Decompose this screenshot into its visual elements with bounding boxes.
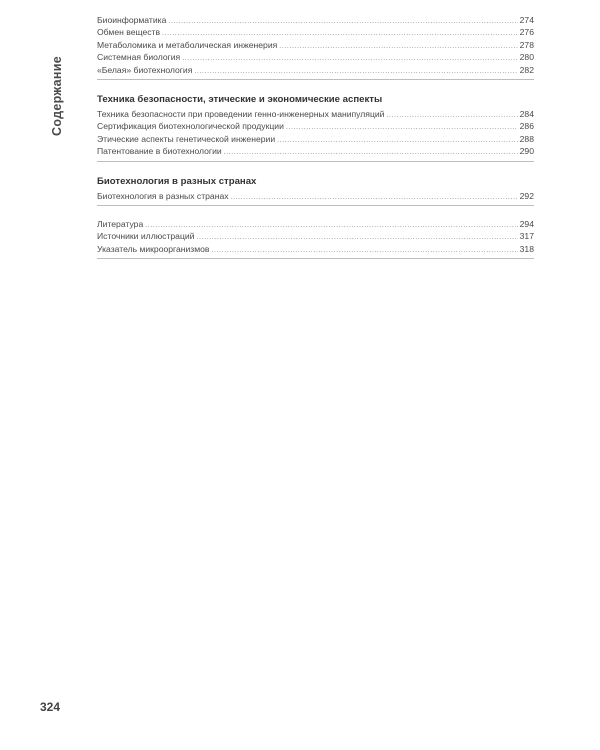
- toc-group: [97, 219, 534, 259]
- table-of-contents: [97, 15, 534, 259]
- toc-entry-page: 280: [519, 52, 534, 63]
- dot-leader: [279, 41, 517, 52]
- dot-leader: [212, 245, 518, 256]
- dot-leader: [162, 28, 518, 39]
- toc-entry-page: 274: [519, 15, 534, 25]
- toc-entry-title: Системная биология: [97, 52, 181, 63]
- toc-entry: [97, 219, 534, 231]
- toc-entry-page: 294: [519, 219, 534, 230]
- toc-entry-page: 278: [519, 39, 534, 50]
- toc-entry: [97, 244, 534, 256]
- toc-entry: [97, 134, 534, 146]
- toc-entry-title: Обмен веществ: [97, 27, 161, 38]
- toc-entry: [97, 146, 534, 158]
- toc-entry-title: Этические аспекты генетической инженерии: [97, 133, 276, 144]
- toc-entry-title: «Белая» биотехнология: [97, 64, 193, 75]
- spacer: [97, 206, 534, 219]
- dot-leader: [182, 53, 517, 64]
- dot-leader: [196, 232, 517, 243]
- toc-entry-page: 282: [519, 64, 534, 75]
- dot-leader: [286, 122, 518, 133]
- toc-entry: [97, 15, 534, 27]
- toc-group: [97, 109, 534, 162]
- toc-group: [97, 15, 534, 80]
- page-number: 324: [40, 700, 61, 714]
- toc-entry-title: Источники иллюстраций: [97, 231, 195, 242]
- toc-entry: [97, 121, 534, 133]
- dot-leader: [231, 192, 518, 203]
- toc-entry: [97, 191, 534, 203]
- toc-entry-page: 276: [519, 27, 534, 38]
- dot-leader: [145, 220, 517, 231]
- dot-leader: [168, 16, 517, 27]
- toc-entry: [97, 231, 534, 243]
- toc-entry-page: 318: [519, 243, 534, 254]
- toc-entry-page: 317: [519, 231, 534, 242]
- toc-group: [97, 191, 534, 206]
- toc-entry-title: Биотехнология в разных странах: [97, 190, 229, 201]
- toc-entry-page: 286: [519, 121, 534, 132]
- section-heading: Техника безопасности, этические и экономические аспекты: [97, 94, 383, 106]
- toc-entry-title: Сертификация биотехнологической продукции: [97, 121, 284, 132]
- toc-entry-title: Метаболомика и метаболическая инженерия: [97, 39, 278, 50]
- toc-entry-title: Техника безопасности при проведении генно-инженерных манипуляций: [97, 109, 385, 120]
- section-heading: Биотехнология в разных странах: [97, 175, 257, 187]
- toc-entry-page: 292: [519, 190, 534, 201]
- toc-entry-page: 290: [519, 146, 534, 157]
- toc-entry-page: 284: [519, 109, 534, 120]
- toc-entry: [97, 109, 534, 121]
- dot-leader: [386, 110, 517, 121]
- toc-entry-title: Патентование в биотехнологии: [97, 146, 222, 157]
- dot-leader: [277, 135, 518, 146]
- toc-entry: [97, 40, 534, 52]
- toc-entry-title: Литература: [97, 219, 144, 230]
- toc-entry-page: 288: [519, 133, 534, 144]
- toc-entry-title: Биоинформатика: [97, 15, 167, 25]
- toc-entry-title: Указатель микроорганизмов: [97, 243, 210, 254]
- toc-entry: [97, 65, 534, 77]
- side-title: Содержание: [50, 55, 64, 137]
- dot-leader: [224, 147, 518, 158]
- toc-entry: [97, 27, 534, 39]
- dot-leader: [194, 66, 517, 77]
- toc-entry: [97, 52, 534, 64]
